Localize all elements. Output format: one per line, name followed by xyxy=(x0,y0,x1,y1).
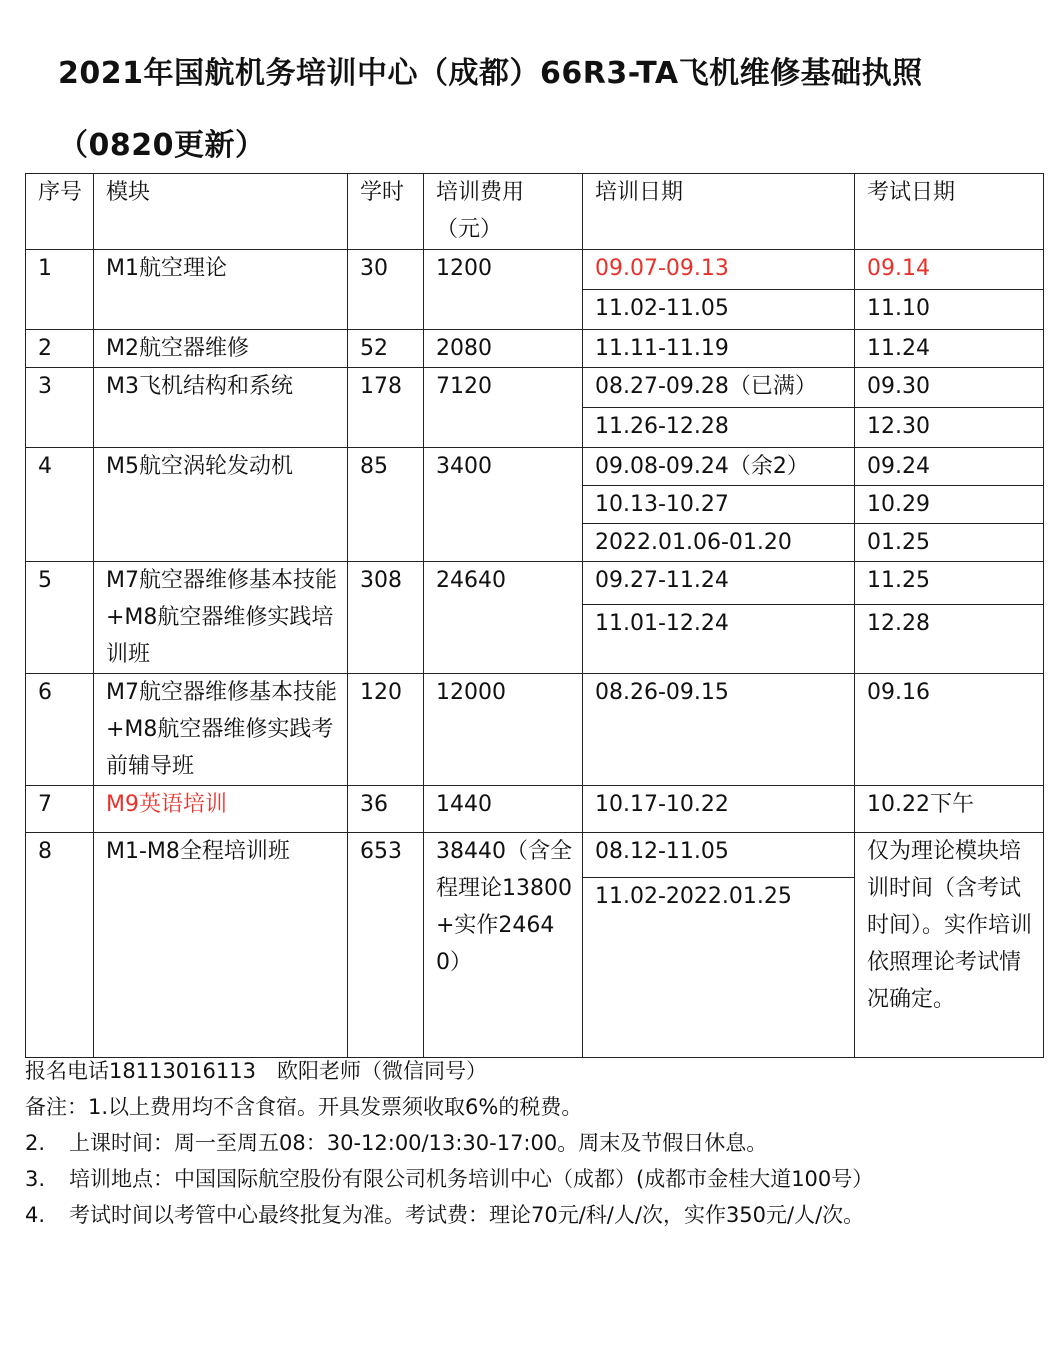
row-module: M7航空器维修基本技能+M8航空器维修实践培训班 xyxy=(94,562,348,674)
table-row xyxy=(26,674,1044,786)
train-date: 09.07-09.13 xyxy=(583,250,855,290)
exam-date: 10.22下午 xyxy=(855,786,1044,833)
train-date: 2022.01.06-01.20 xyxy=(583,524,855,562)
train-date: 11.02-2022.01.25 xyxy=(583,878,855,1058)
header-module: 模块 xyxy=(94,174,348,250)
row-fee: 38440（含全程理论13800+实作24640） xyxy=(424,833,583,1058)
header-exam-date: 考试日期 xyxy=(855,174,1044,250)
note-item xyxy=(25,1125,1035,1161)
table-row xyxy=(26,448,1044,486)
train-date: 08.26-09.15 xyxy=(583,674,855,786)
train-date: 11.02-11.05 xyxy=(583,290,855,330)
train-date: 11.11-11.19 xyxy=(583,330,855,368)
row-no: 6 xyxy=(26,674,94,786)
row-module: M9英语培训 xyxy=(94,786,348,833)
row-module: M7航空器维修基本技能+M8航空器维修实践考前辅导班 xyxy=(94,674,348,786)
row-hours: 178 xyxy=(348,368,424,448)
train-date: 10.13-10.27 xyxy=(583,486,855,524)
exam-date: 09.16 xyxy=(855,674,1044,786)
table-row xyxy=(26,330,1044,368)
train-date: 11.26-12.28 xyxy=(583,408,855,448)
row-hours: 30 xyxy=(348,250,424,330)
row-no: 5 xyxy=(26,562,94,674)
title-line-2: （0820更新） xyxy=(58,128,266,163)
row-hours: 120 xyxy=(348,674,424,786)
note-item xyxy=(25,1089,1035,1125)
table-row xyxy=(26,368,1044,408)
row-no: 1 xyxy=(26,250,94,330)
exam-note: 仅为理论模块培训时间（含考试时间）。实作培训依照理论考试情况确定。 xyxy=(855,833,1044,1058)
row-no: 2 xyxy=(26,330,94,368)
train-date: 09.08-09.24（余2） xyxy=(583,448,855,486)
header-hours: 学时 xyxy=(348,174,424,250)
row-module: M1航空理论 xyxy=(94,250,348,330)
table-row xyxy=(26,786,1044,833)
row-hours: 52 xyxy=(348,330,424,368)
title-line-1: 2021年国航机务培训中心（成都）66R3-TA飞机维修基础执照 xyxy=(58,56,923,91)
row-fee: 3400 xyxy=(424,448,583,562)
row-module: M2航空器维修 xyxy=(94,330,348,368)
train-date: 08.12-11.05 xyxy=(583,833,855,878)
training-schedule-table xyxy=(25,173,1044,1058)
table-row xyxy=(26,250,1044,290)
note-text: 考试时间以考管中心最终批复为准。考试费：理论70元/科/人/次，实作350元/人/次。 xyxy=(69,1203,865,1227)
row-fee: 24640 xyxy=(424,562,583,674)
note-item xyxy=(25,1161,1035,1197)
row-fee: 7120 xyxy=(424,368,583,448)
exam-date: 11.24 xyxy=(855,330,1044,368)
exam-date: 12.28 xyxy=(855,605,1044,674)
row-no: 3 xyxy=(26,368,94,448)
exam-date: 12.30 xyxy=(855,408,1044,448)
exam-date: 09.30 xyxy=(855,368,1044,408)
row-no: 7 xyxy=(26,786,94,833)
row-fee: 1200 xyxy=(424,250,583,330)
exam-date: 01.25 xyxy=(855,524,1044,562)
note-number: 3. xyxy=(25,1167,46,1191)
header-fee: 培训费用（元） xyxy=(424,174,583,250)
contact-line: 报名电话18113016113 欧阳老师（微信同号） xyxy=(25,1059,487,1083)
exam-date: 09.24 xyxy=(855,448,1044,486)
row-hours: 36 xyxy=(348,786,424,833)
row-module: M3飞机结构和系统 xyxy=(94,368,348,448)
row-hours: 308 xyxy=(348,562,424,674)
row-no: 4 xyxy=(26,448,94,562)
row-module: M1-M8全程培训班 xyxy=(94,833,348,1058)
exam-date: 09.14 xyxy=(855,250,1044,290)
train-date: 11.01-12.24 xyxy=(583,605,855,674)
row-hours: 653 xyxy=(348,833,424,1058)
page-title xyxy=(58,38,1038,182)
note-text: 培训地点：中国国际航空股份有限公司机务培训中心（成都）(成都市金桂大道100号） xyxy=(69,1167,874,1191)
row-hours: 85 xyxy=(348,448,424,562)
table-header-row xyxy=(26,174,1044,250)
train-date: 10.17-10.22 xyxy=(583,786,855,833)
header-train-date: 培训日期 xyxy=(583,174,855,250)
exam-date: 11.10 xyxy=(855,290,1044,330)
exam-date: 10.29 xyxy=(855,486,1044,524)
note-label: 备注： xyxy=(25,1095,88,1119)
note-item xyxy=(25,1197,1035,1233)
header-no: 序号 xyxy=(26,174,94,250)
row-fee: 1440 xyxy=(424,786,583,833)
row-no: 8 xyxy=(26,833,94,1058)
table-row xyxy=(26,833,1044,878)
train-date: 08.27-09.28（已满） xyxy=(583,368,855,408)
note-number: 4. xyxy=(25,1203,46,1227)
notes-section xyxy=(25,1053,1035,1233)
table-row xyxy=(26,562,1044,605)
row-fee: 12000 xyxy=(424,674,583,786)
row-module: M5航空涡轮发动机 xyxy=(94,448,348,562)
note-number: 2. xyxy=(25,1131,46,1155)
row-fee: 2080 xyxy=(424,330,583,368)
train-date: 09.27-11.24 xyxy=(583,562,855,605)
note-text: 1.以上费用均不含食宿。开具发票须收取6%的税费。 xyxy=(88,1095,583,1119)
exam-date: 11.25 xyxy=(855,562,1044,605)
note-text: 上课时间：周一至周五08：30-12:00/13:30-17:00。周末及节假日休息。 xyxy=(69,1131,768,1155)
